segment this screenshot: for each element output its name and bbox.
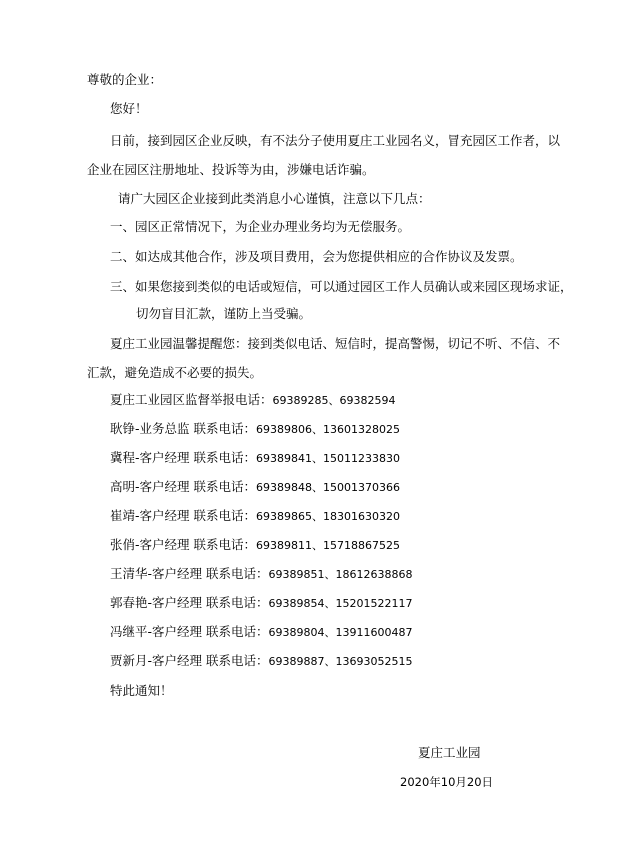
contact-label: 夏庄工业园区监督举报电话： <box>110 392 273 407</box>
contact-label: 冀程-客户经理 联系电话： <box>110 450 256 465</box>
contact-item <box>110 392 412 421</box>
contact-phones: 69389848、15001370366 <box>256 481 400 494</box>
contact-phones: 69389887、13693052515 <box>268 655 413 668</box>
contact-item <box>110 508 412 537</box>
contact-label: 冯继平-客户经理 联系电话： <box>110 624 269 639</box>
reminder-line-2: 汇款，避免造成不必要的损失。 <box>87 365 263 380</box>
date: 2020年10月20日 <box>400 775 494 789</box>
contact-phones: 69389854、15201522117 <box>268 597 413 610</box>
intro-line-1: 日前，接到园区企业反映，有不法分子使用夏庄工业园名义，冒充园区工作者，以 <box>110 133 561 148</box>
intro-line-2: 企业在园区注册地址、投诉等为由，涉嫌电话诈骗。 <box>87 162 375 177</box>
contact-label: 崔靖-客户经理 联系电话： <box>110 508 256 523</box>
point-3-continued: 切勿盲目汇款，谨防上当受骗。 <box>136 306 312 321</box>
contact-phones: 69389851、18612638868 <box>268 568 413 581</box>
salutation: 尊敬的企业： <box>87 72 163 87</box>
contact-item <box>110 450 412 479</box>
contact-list <box>110 392 412 682</box>
contact-item <box>110 479 412 508</box>
contact-phones: 69389285、69382594 <box>272 394 396 407</box>
contact-item <box>110 421 412 450</box>
point-1: 一、园区正常情况下，为企业办理业务均为无偿服务。 <box>110 219 411 234</box>
contact-label: 郭春艳-客户经理 联系电话： <box>110 595 269 610</box>
contact-label: 高明-客户经理 联系电话： <box>110 479 256 494</box>
signature: 夏庄工业园 <box>418 745 481 760</box>
caution-line: 请广大园区企业接到此类消息小心谨慎，注意以下几点： <box>118 191 431 206</box>
contact-item <box>110 595 412 624</box>
contact-phones: 69389804、13911600487 <box>268 626 413 639</box>
reminder-line-1: 夏庄工业园温馨提醒您：接到类似电话、短信时，提高警惕，切记不听、不信、不 <box>110 336 561 351</box>
contact-label: 王清华-客户经理 联系电话： <box>110 566 269 581</box>
contact-phones: 69389806、13601328025 <box>256 423 400 436</box>
point-3: 三、如果您接到类似的电话或短信，可以通过园区工作人员确认或来园区现场求证， <box>110 279 573 294</box>
contact-label: 贾新月-客户经理 联系电话： <box>110 653 269 668</box>
contact-phones: 69389841、15011233830 <box>256 452 400 465</box>
contact-item <box>110 624 412 653</box>
greeting: 您好！ <box>110 101 148 116</box>
contact-item <box>110 653 412 682</box>
contact-label: 耿铮-业务总监 联系电话： <box>110 421 256 436</box>
contact-item <box>110 537 412 566</box>
contact-label: 张俏-客户经理 联系电话： <box>110 537 256 552</box>
contact-phones: 69389865、18301630320 <box>256 510 400 523</box>
contact-item <box>110 566 412 595</box>
contact-phones: 69389811、15718867525 <box>256 539 400 552</box>
closing: 特此通知！ <box>110 683 173 698</box>
point-2: 二、如达成其他合作，涉及项目费用，会为您提供相应的合作协议及发票。 <box>110 249 523 264</box>
